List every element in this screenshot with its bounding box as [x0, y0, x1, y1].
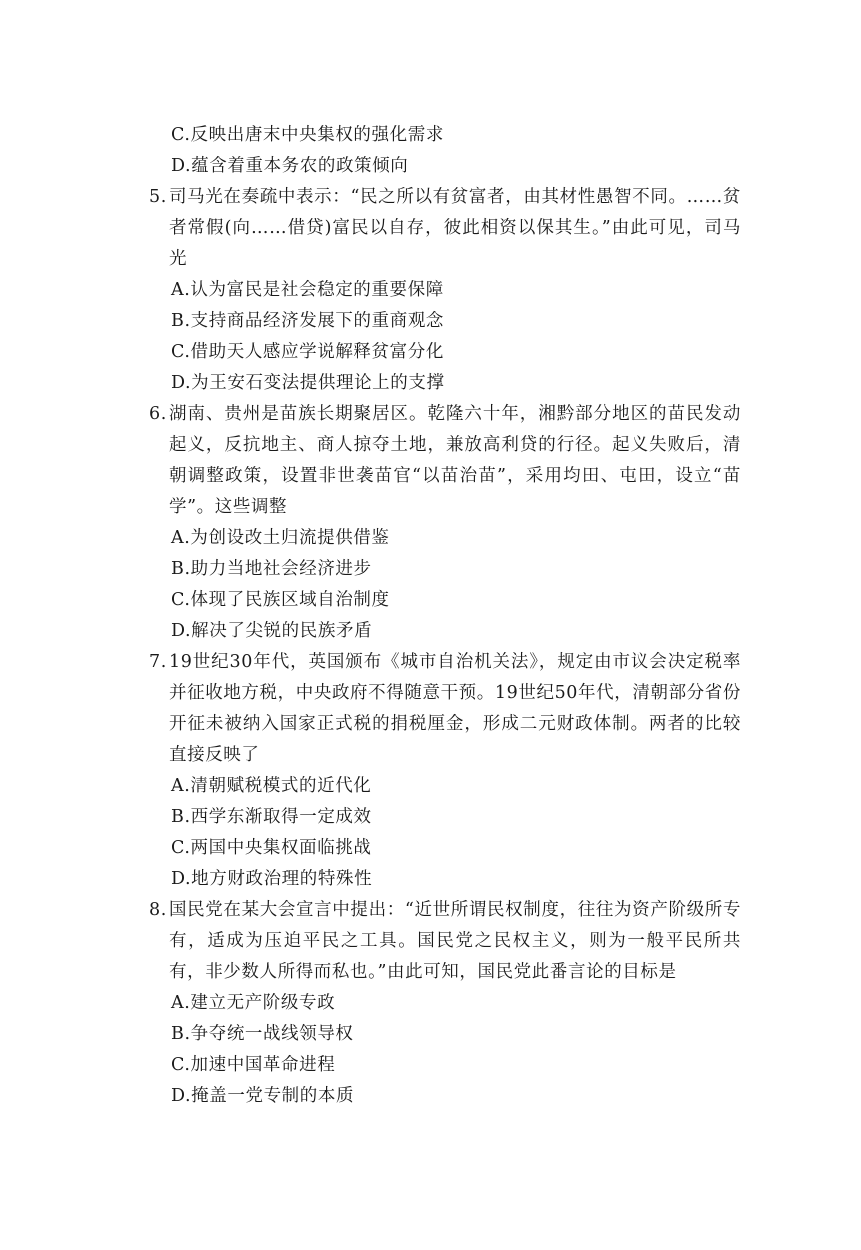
question-7	[149, 647, 741, 895]
question-text: 19世纪30年代，英国颁布《城市自治机关法》，规定由市议会决定税率并征收地方税，中央政府不得随意干预。19世纪50年代，清朝部分省份开征未被纳入国家正式税的捐税厘金，形成二元财政体制。两者的比较直接反映了	[169, 652, 741, 765]
option-a: A.认为富民是社会稳定的重要保障	[171, 280, 444, 300]
question-number: 7.	[149, 652, 167, 672]
question-number: 5.	[149, 187, 167, 207]
page-content	[149, 120, 741, 1112]
option-d: D.解决了尖锐的民族矛盾	[171, 621, 373, 641]
option-c: C.加速中国革命进程	[171, 1055, 336, 1075]
option-d: D.掩盖一党专制的本质	[171, 1086, 355, 1106]
question-text: 湖南、贵州是苗族长期聚居区。乾隆六十年，湘黔部分地区的苗民发动起义，反抗地主、商人掠夺土地，兼放高利贷的行径。起义失败后，清朝调整政策，设置非世袭苗官“以苗治苗”，采用均田、屯田，设立“苗学”。这些调整	[169, 404, 741, 517]
option-c: C.体现了民族区域自治制度	[171, 590, 390, 610]
question-number: 6.	[149, 404, 167, 424]
option-a: A.清朝赋税模式的近代化	[171, 776, 372, 796]
question-stem	[149, 182, 741, 275]
question-6	[149, 399, 741, 647]
option-b: B.助力当地社会经济进步	[171, 559, 372, 579]
question-text: 国民党在某大会宣言中提出：“近世所谓民权制度，往往为资产阶级所专有，适成为压迫平民之工具。国民党之民权主义，则为一般平民所共有，非少数人所得而私也。”由此可知，国民党此番言论的目标是	[169, 900, 741, 982]
option-a: A.建立无产阶级专政	[171, 993, 336, 1013]
carry-option-d: D.蕴含着重本务农的政策倾向	[171, 156, 409, 176]
question-text: 司马光在奏疏中表示：“民之所以有贫富者，由其材性愚智不同。……贫者常假(向……借贷)富民以自存，彼此相资以保其生。”由此可见，司马光	[169, 187, 741, 269]
option-b: B.争夺统一战线领导权	[171, 1024, 354, 1044]
option-c: C.两国中央集权面临挑战	[171, 838, 372, 858]
option-b: B.支持商品经济发展下的重商观念	[171, 311, 445, 331]
question-8	[149, 895, 741, 1112]
question-stem	[149, 399, 741, 523]
option-d: D.为王安石变法提供理论上的支撑	[171, 373, 445, 393]
question-stem	[149, 895, 741, 988]
question-stem	[149, 647, 741, 771]
carry-option-c: C.反映出唐末中央集权的强化需求	[171, 125, 444, 145]
option-c: C.借助天人感应学说解释贫富分化	[171, 342, 444, 362]
page-bottom-whitespace	[0, 1108, 861, 1250]
option-d: D.地方财政治理的特殊性	[171, 869, 373, 889]
question-5	[149, 182, 741, 399]
question-number: 8.	[149, 900, 167, 920]
option-b: B.西学东渐取得一定成效	[171, 807, 372, 827]
option-a: A.为创设改土归流提供借鉴	[171, 528, 390, 548]
